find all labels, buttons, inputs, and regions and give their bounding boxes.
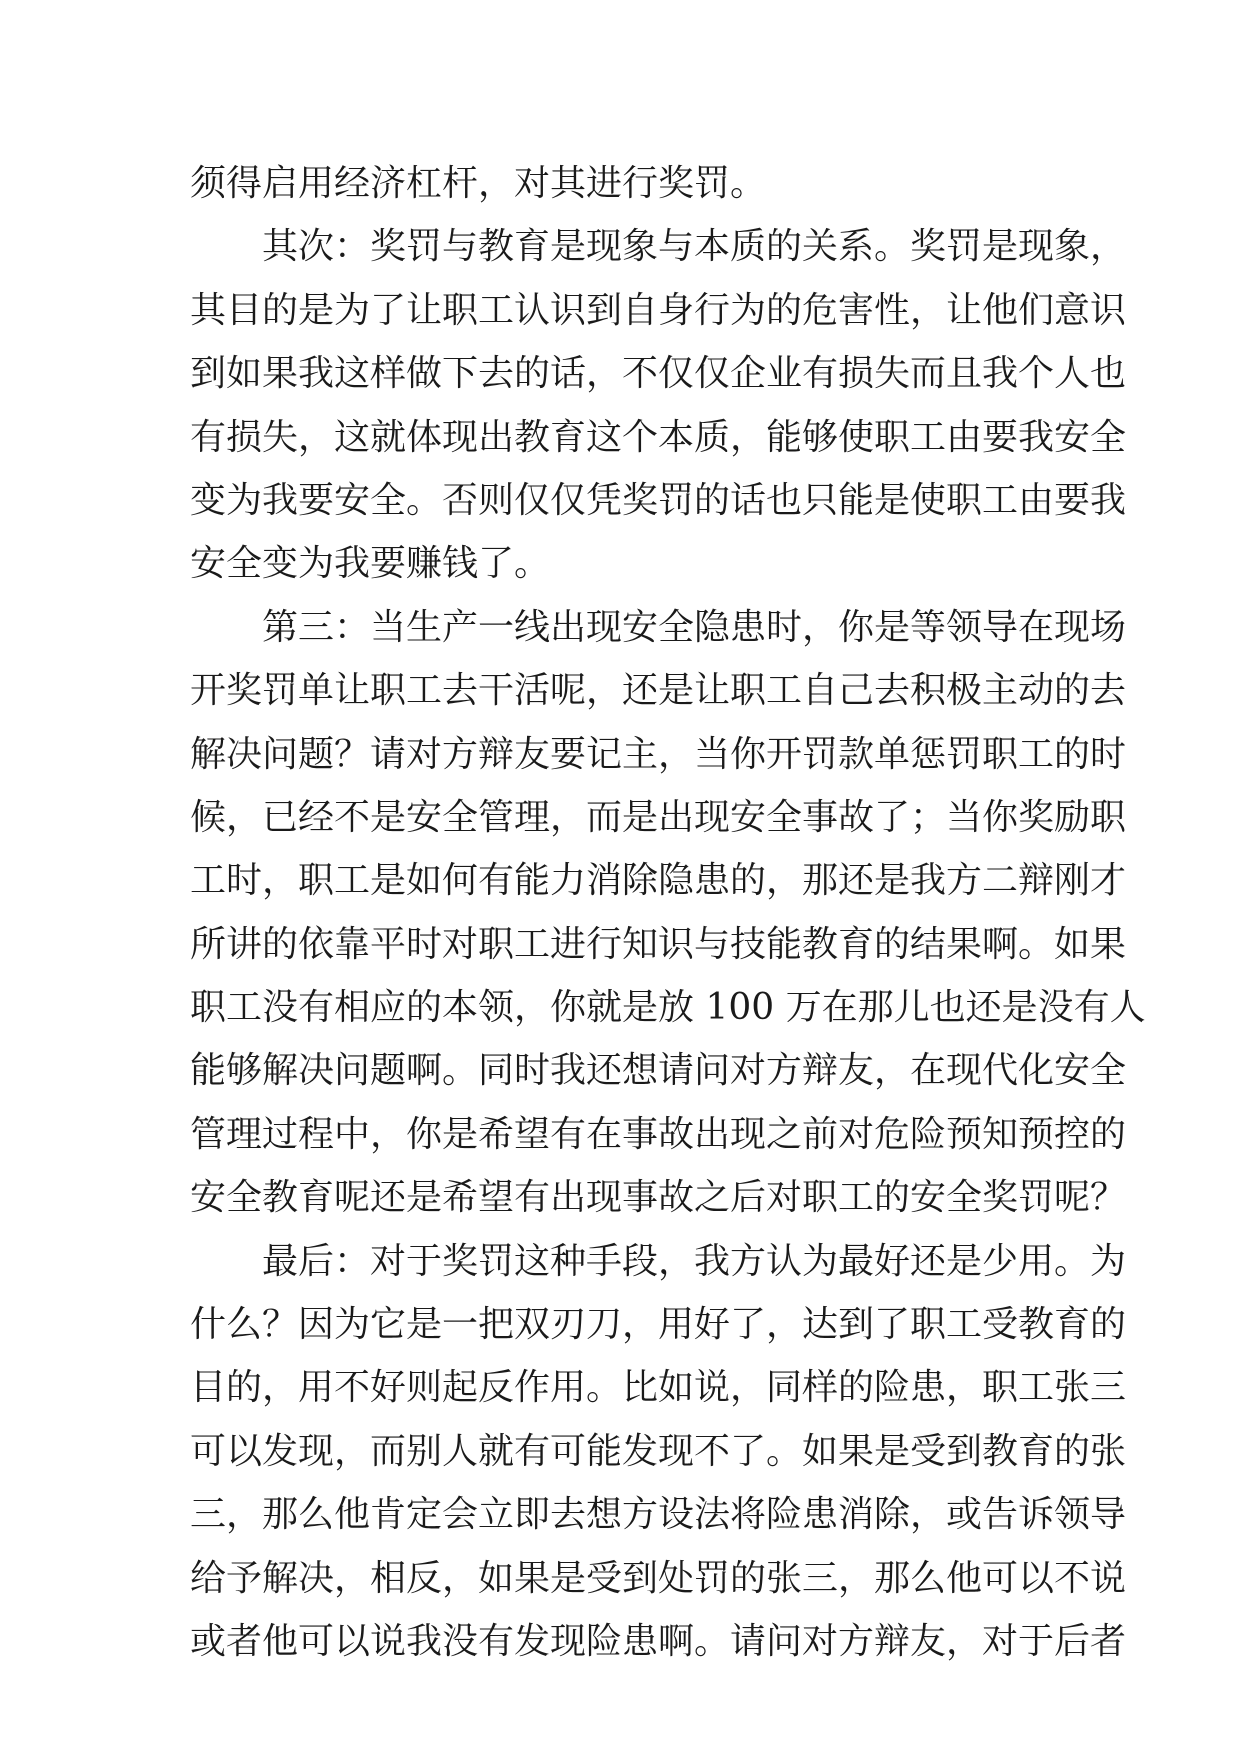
text-line: 职工没有相应的本领，你就是放 100 万在那儿也还是没有人 xyxy=(190,987,1146,1029)
text-line: 或者他可以说我没有发现险患啊。请问对方辩友，对于后者 xyxy=(190,1620,1127,1662)
text-line: 最后：对于奖罚这种手段，我方认为最好还是少用。为 xyxy=(262,1240,1127,1282)
body-text xyxy=(190,152,1146,1673)
text-line: 给予解决，相反，如果是受到处罚的张三，那么他可以不说 xyxy=(190,1557,1127,1599)
text-line: 目的，用不好则起反作用。比如说，同样的险患，职工张三 xyxy=(190,1367,1127,1409)
text-line: 安全变为我要赚钱了。 xyxy=(190,543,551,585)
text-line: 工时，职工是如何有能力消除隐患的，那还是我方二辩刚才 xyxy=(190,860,1127,902)
text-line: 三，那么他肯定会立即去想方设法将险患消除，或告诉领导 xyxy=(190,1494,1127,1536)
text-line: 变为我要安全。否则仅仅凭奖罚的话也只能是使职工由要我 xyxy=(190,479,1127,521)
text-line: 第三：当生产一线出现安全隐患时，你是等领导在现场 xyxy=(262,606,1127,648)
text-line: 安全教育呢还是希望有出现事故之后对职工的安全奖罚呢？ xyxy=(190,1177,1127,1219)
text-line: 其次：奖罚与教育是现象与本质的关系。奖罚是现象， xyxy=(262,226,1127,268)
text-line: 所讲的依靠平时对职工进行知识与技能教育的结果啊。如果 xyxy=(190,923,1127,965)
text-line: 到如果我这样做下去的话，不仅仅企业有损失而且我个人也 xyxy=(190,353,1127,395)
text-line: 什么？因为它是一把双刃刀，用好了，达到了职工受教育的 xyxy=(190,1304,1127,1346)
text-line: 能够解决问题啊。同时我还想请问对方辩友，在现代化安全 xyxy=(190,1050,1127,1092)
text-line: 管理过程中，你是希望有在事故出现之前对危险预知预控的 xyxy=(190,1113,1127,1155)
text-line: 解决问题？请对方辩友要记主，当你开罚款单惩罚职工的时 xyxy=(190,733,1127,775)
text-line: 候，已经不是安全管理，而是出现安全事故了；当你奖励职 xyxy=(190,796,1127,838)
text-line: 可以发现，而别人就有可能发现不了。如果是受到教育的张 xyxy=(190,1430,1127,1472)
text-line: 其目的是为了让职工认识到自身行为的危害性，让他们意识 xyxy=(190,289,1127,331)
text-line: 开奖罚单让职工去干活呢，还是让职工自己去积极主动的去 xyxy=(190,670,1127,712)
text-line: 须得启用经济杠杆，对其进行奖罚。 xyxy=(190,163,767,204)
text-line: 有损失，这就体现出教育这个本质，能够使职工由要我安全 xyxy=(190,416,1127,458)
